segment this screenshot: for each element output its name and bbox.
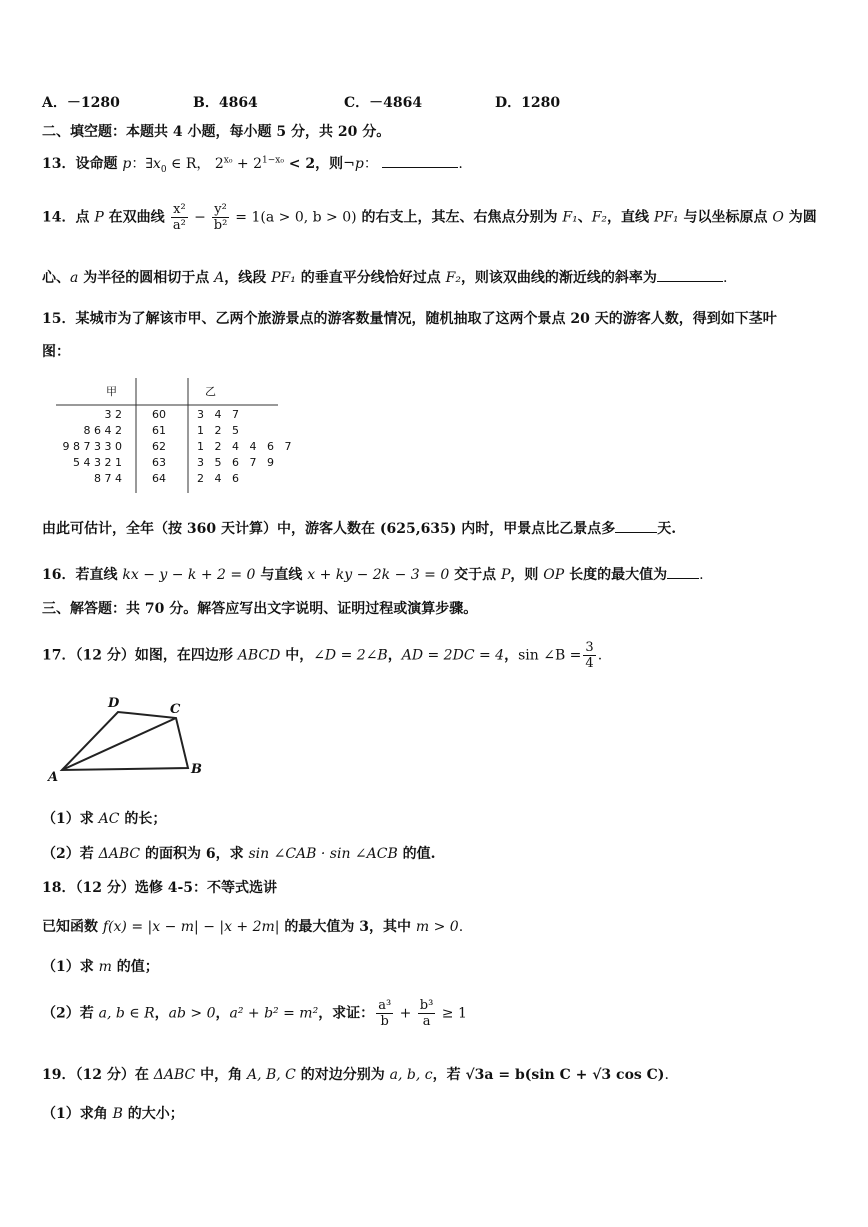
- stem-64: 64: [152, 472, 166, 485]
- question-17-part-1: （1）求 AC 的长；: [42, 811, 167, 827]
- answer-blank-14: [657, 269, 723, 282]
- fraction-x2-a2: $\frac{\text{x²}}{\text{a²}}$: [172, 202, 186, 233]
- option-d: D．1280: [495, 95, 561, 111]
- leaf-right-61: 1 2 5: [197, 424, 239, 437]
- question-19: 19．（12 分）在 ΔABC 中，角 A, B, C 的对边分别为 a, b, c，若 √3a = b(sin C + √3 cos C).: [42, 1067, 669, 1083]
- leaf-right-64: 2 4 6: [197, 472, 239, 485]
- question-15-line-3: 由此可估计，全年（按 360 天计算）中，游客人数在 (625,635) 内时，甲景点比乙景点多 天.: [42, 521, 677, 537]
- question-13: 13．设命题 p：$\exists x_0$ ∈ R， $2^{x_0} + 2^{1-x_0} < 2$，则¬p： .: [42, 155, 463, 175]
- stem-leaf-lines: [42, 378, 312, 493]
- stem-61: 61: [152, 424, 166, 437]
- leaf-right-62: 1 2 4 4 6 7: [197, 440, 292, 453]
- leaf-left-63: 5 4 3 2 1: [73, 456, 122, 469]
- question-18-part-2: （2）若 a, b ∈ R，ab > 0，a² + b² = m²，求证： $\frac{\text{a³}}{b}$ + $\frac{\text{b³}}{a}$ ≥ 1: [42, 998, 467, 1029]
- option-a: A．－1280: [42, 95, 120, 111]
- option-c: C．－4864: [344, 95, 423, 111]
- option-b: B．4864: [193, 95, 258, 111]
- stem-63: 63: [152, 456, 166, 469]
- question-15-line-2: 图：: [42, 344, 70, 360]
- question-17: 17．（12 分）如图，在四边形 ABCD 中，∠D = 2∠B，AD = 2DC = 4，sin ∠B = $\frac{3}{4}$ .: [42, 640, 603, 671]
- leaf-left-64: 8 7 4: [94, 472, 122, 485]
- leaf-left-60: 3 2: [104, 408, 122, 421]
- answer-blank-16: [667, 566, 699, 579]
- question-18-statement: 已知函数 f(x) = |x − m| − |x + 2m| 的最大值为 3，其中 m > 0.: [42, 919, 464, 935]
- stem-leaf-plot: [42, 378, 312, 493]
- answer-blank-13: [382, 155, 458, 168]
- question-18-header: 18．（12 分）选修 4-5：不等式选讲: [42, 880, 278, 896]
- leaf-right-63: 3 5 6 7 9: [197, 456, 274, 469]
- leaf-right-60: 3 4 7: [197, 408, 239, 421]
- leaf-left-62: 9 8 7 3 3 0: [62, 440, 122, 453]
- vertex-a-label: A: [48, 770, 59, 785]
- question-18-part-1: （1）求 m 的值；: [42, 959, 159, 975]
- fraction-3-4: $\frac{3}{4}$: [585, 640, 594, 671]
- vertex-b-label: B: [191, 762, 202, 777]
- fraction-y2-b2: $\frac{\text{y²}}{\text{b²}}$: [213, 202, 228, 233]
- section-3-header: 三、解答题：共 70 分。解答应写出文字说明、证明过程或演算步骤。: [42, 601, 478, 617]
- stem-60: 60: [152, 408, 166, 421]
- stem-62: 62: [152, 440, 166, 453]
- question-17-part-2: （2）若 ΔABC 的面积为 6，求 sin ∠CAB · sin ∠ACB 的值.: [42, 846, 436, 862]
- question-19-part-1: （1）求角 B 的大小；: [42, 1106, 184, 1122]
- question-14-line-1: 14．点 P 在双曲线 $\frac{\text{x²}}{\text{a²}}$ − $\frac{\text{y²}}{\text{b²}}$ = 1(a > 0, b > 0) 的右支上，其左、右焦点分别为 F₁、F₂，直线 PF₁ 与以坐标原点 O 为圆: [42, 202, 817, 233]
- question-16: 16．若直线 kx − y − k + 2 = 0 与直线 x + ky − 2k − 3 = 0 交于点 P，则 OP 长度的最大值为 .: [42, 567, 704, 583]
- left-header: 甲: [106, 385, 117, 398]
- leaf-left-61: 8 6 4 2: [83, 424, 122, 437]
- quadrilateral-figure: [46, 694, 216, 789]
- question-14-line-2: 心、a 为半径的圆相切于点 A，线段 PF₁ 的垂直平分线恰好过点 F₂，则该双曲线的渐近线的斜率为 .: [42, 270, 728, 286]
- fraction-a3-b: $\frac{\text{a³}}{b}$: [378, 998, 392, 1029]
- vertex-c-label: C: [170, 702, 181, 717]
- fraction-b3-a: $\frac{\text{b³}}{a}$: [419, 998, 434, 1029]
- vertex-d-label: D: [108, 696, 120, 711]
- right-header: 乙: [205, 385, 216, 398]
- question-15-line-1: 15．某城市为了解该市甲、乙两个旅游景点的游客数量情况，随机抽取了这两个景点 20 天的游客人数，得到如下茎叶: [42, 311, 777, 327]
- answer-blank-15: [615, 520, 657, 533]
- section-2-header: 二、填空题：本题共 4 小题，每小题 5 分，共 20 分。: [42, 124, 391, 140]
